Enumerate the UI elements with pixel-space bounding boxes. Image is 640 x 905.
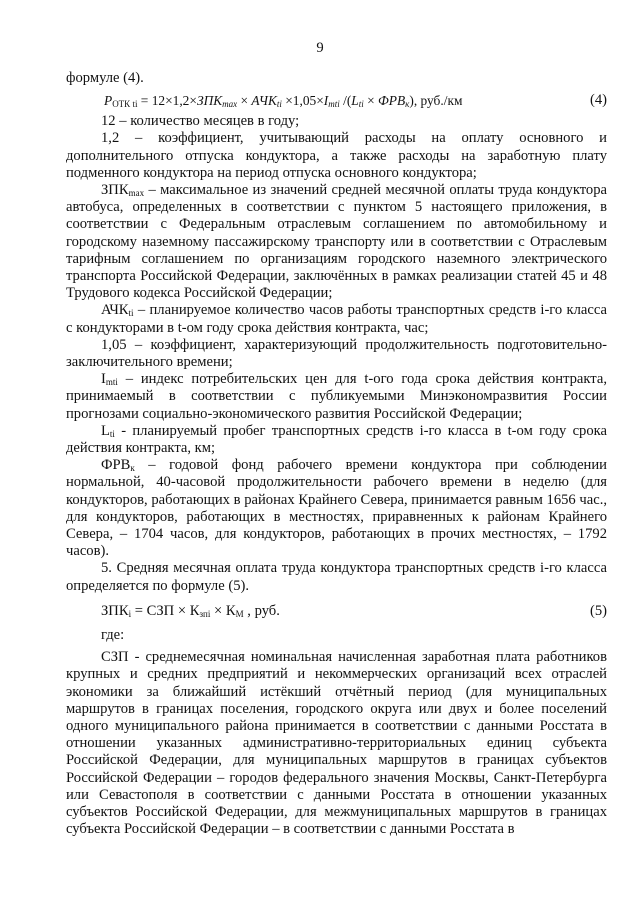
intro-line: формуле (4). (66, 70, 144, 86)
definition-item: 1,05 – коэффициент, характеризующий продолжительность подготовительно-заключительного времени; (66, 336, 607, 371)
page-number: 9 (316, 40, 324, 56)
definition-item: 12 – количество месяцев в году; (101, 113, 300, 130)
formula-5 (66, 601, 607, 623)
formula-5-expression: $ЗПК_i$ = СЗП × $К_{зпi} \times К_М$ , руб. (101, 602, 280, 619)
definition-item: $L_{ti}$ - планируемый пробег транспортных средств i-го класса в t-ом году срока действия контракта, км; (66, 422, 607, 457)
definition-item: $ФРВ_к$ – годовой фонд рабочего времени кондуктора при соблюдении нормальной, 40-часовой продолжительности рабочего времени в неделю (для кондукторов, работающих в районах Крайнего Севера, принимается равным 1656 час., для кондукторов, работающих в местностях, приравненных к районам Крайнего Севера, – 1704 часов, для кондукторов, работающих в прочих местностях, – 1792 часов). (66, 457, 607, 560)
where-label: где: (101, 626, 125, 643)
formula-4-expression: $P_{ОТК ti} = 12\times 1,2\times ЗПК_{max} \times АЧК_{ti} \times 1,05\times I_{mti}$ $/(L_{ti} \times ФРВ_к)$, руб./км (104, 93, 463, 110)
definition-item: $I_{mti}$ – индекс потребительских цен для t-ого года срока действия контракта, принимаемый в соответствии с публикуемыми Минэкономразвития России прогнозами социально-экономического развития Российской Федерации; (66, 371, 607, 422)
formula-4-number: (4) (589, 92, 607, 109)
definition-item: $ЗПК_{max}$ – максимальное из значений средней месячной оплаты труда кондуктора автобуса, определенных в соответствии с пунктом 5 настоящего приложения, в соответствии с Федеральным отраслевым соглашением по автомобильному и городскому наземному пассажирскому транспорту или в соответствии с Отраслевым тарифным соглашением по организациям городского наземного электрического транспорта Российской Федерации, заключённых в рамках реализации статей 45 и 48 Трудового кодекса Российской Федерации; (66, 182, 607, 302)
document-body (66, 70, 607, 838)
definition-item: 1,2 – коэффициент, учитывающий расходы на оплату основного и дополнительного отпуска кондуктора, а также расходы на заработную плату подменного кондуктора на период отпуска основного кондуктора; (66, 130, 607, 181)
section-5-paragraph: 5. Средняя месячная оплата труда кондуктора транспортных средств i-го класса определяется по формуле (5). (66, 560, 607, 594)
szp-definition: СЗП - среднемесячная номинальная начисленная заработная плата работников крупных и средних предприятий и некоммерческих организаций всех отраслей экономики за ближайший истёкший отчётный период (для муниципальных маршрутов в границах поселения, городского округа или двух и более поселений одного муниципального района принимается в соответствии с данными Росстата в отношении указанных административно-территориальных единиц субъекта Российской Федерации, для муниципальных маршрутов в границах субъектов Российской Федерации – городов федерального значения Москвы, Санкт-Петербурга или Севастополя в соответствии с данными Росстата в отношении указанных субъектов Российской Федерации, для межмуниципальных маршрутов в границах субъекта Российской Федерации – в соответствии с данными Росстата в (66, 649, 607, 838)
formula-4 (66, 89, 607, 111)
formula-5-number: (5) (589, 602, 607, 619)
definition-item: $АЧК_{ti}$ – планируемое количество часов работы транспортных средств i-го класса с кондукторами в t-ом году срока действия контракта, час; (66, 302, 607, 336)
